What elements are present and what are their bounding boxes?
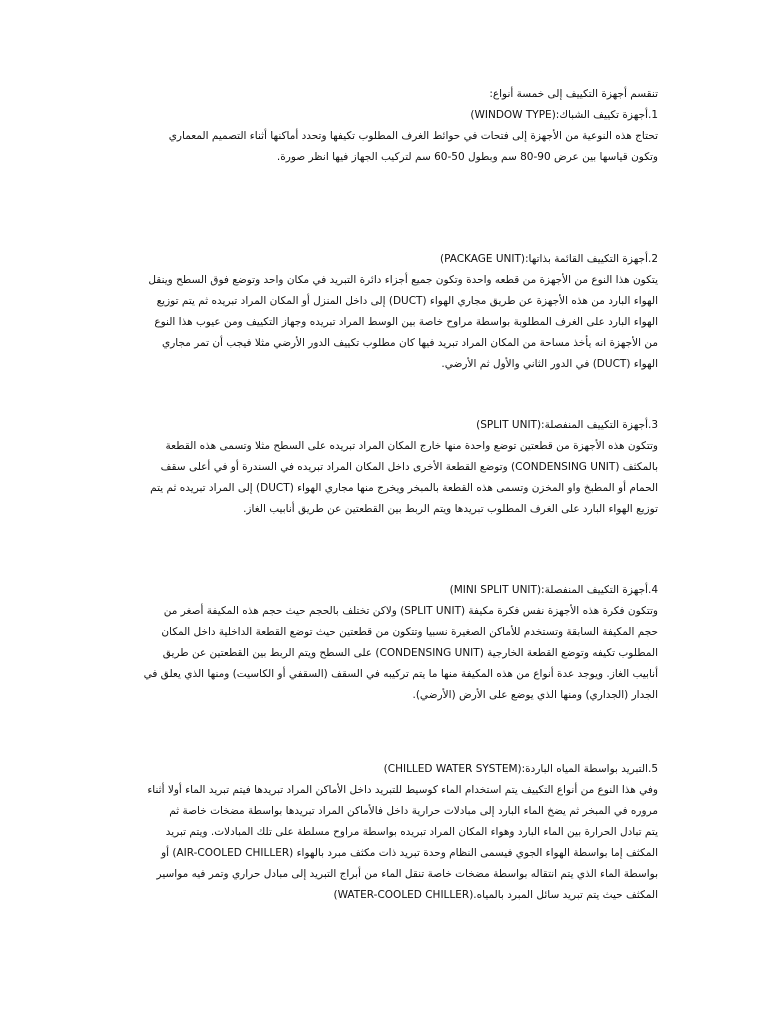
paragraph-line: توزيع الهواء البارد على الغرف المطلوب تبريدها ويتم الربط بين القطعتين عن طريق أنابيب الغاز.: [243, 503, 658, 515]
section-heading: 1.أجهزة تكييف الشباك:(WINDOW TYPE): [470, 109, 658, 121]
section-split-unit: [112, 415, 658, 520]
paragraph-line: حجم المكيفة السابقة وتستخدم للأماكن الصغيرة نسبيا وتتكون من قطعتين حيث توضع القطعة الداخلية داخل المكان: [161, 626, 658, 638]
paragraph-line: يتم تبادل الحرارة بين الماء البارد وهواء المكان المراد تبريده بواسطة مراوح مسلطة على تلك المبادلات. ويتم تبريد: [165, 826, 658, 838]
paragraph-line: من الأجهزة انه يأخذ مساحة من المكان المراد تبريد فيها كان مطلوب تكييف الدور الأرضي مثلا فيجب أن تمر مجاري: [161, 337, 658, 349]
paragraph-line: تحتاج هذه النوعية من الأجهزة إلى فتحات في حوائط الغرف المطلوب تكيفها وتحدد أماكنها أثناء التصميم المعماري: [168, 130, 658, 142]
intro-line: تنقسم أجهزة التكييف إلى خمسة أنواع:: [489, 88, 658, 100]
paragraph-line: وتكون قياسها بين عرض 90-80 سم وبطول 50-60 سم لتركيب الجهاز فيها انظر صورة.: [276, 151, 658, 163]
paragraph-line: الهواء البارد على الغرف المطلوبة بواسطة مراوح خاصة بين الوسط المراد تبريده وجهاز التكييف ومن عيوب هذا النوع: [154, 316, 658, 328]
paragraph-line: الجدار (الجداري) ومنها الذي يوضع على الأرض (الأرضي).: [412, 689, 658, 701]
paragraph-line: المكثف حيث يتم تبريد سائل المبرد بالمياه.(WATER-COOLED CHILLER): [333, 889, 658, 901]
paragraph-line: بالمكثف (CONDENSING UNIT) وتوضع القطعة الأخرى داخل المكان المراد تبريده في السندرة أو في أعلى سقف: [160, 461, 658, 473]
paragraph-line: أنابيب الغاز. ويوجد عدة أنواع من هذه المكيفة منها ما يتم تركيبه في السقف (السقفي أو الكاسيت) ومنها الذي يعلق في: [143, 668, 658, 680]
section-package-unit: [112, 249, 658, 375]
section-heading: 4.أجهزة التكييف المنفصلة:(MINI SPLIT UNIT): [449, 584, 658, 596]
document-body: [112, 84, 658, 906]
paragraph-line: وتتكون فكرة هذه الأجهزة نفس فكرة مكيفة (SPLIT UNIT) ولاكن تختلف بالحجم حيث حجم هذه المكيفة أصغر من: [163, 605, 658, 617]
paragraph-line: الحمام أو المطبخ واو المخزن وتسمى هذه القطعة بالمبخر ويخرج منها مجاري الهواء (DUCT) إلى المراد تبريده ثم يتم: [150, 482, 658, 494]
section-heading: 2.أجهزة التكييف القائمة بذاتها:(PACKAGE UNIT): [439, 253, 658, 265]
paragraph-line: وفي هذا النوع من أنواع التكييف يتم استخدام الماء كوسيط للتبريد داخل الأماكن المراد تبريدها فيتم تبريد الماء أولا أثناء: [147, 784, 658, 796]
paragraph-line: الهواء البارد من هذه الأجهزة عن طريق مجاري الهواء (DUCT) إلى داخل المنزل أو المكان المراد تبريده ثم يتم توزيع: [156, 295, 658, 307]
paragraph-line: يتكون هذا النوع من الأجهزة من قطعه واحدة وتكون جميع أجزاء دائرة التبريد في مكان واحد وتوضع فوق السطح وينقل: [148, 274, 658, 286]
paragraph-line: بواسطة الماء الذي يتم انتقاله بواسطة مضخات خاصة تنقل الماء من أبراج التبريد إلى مبادل حراري وتمر فيه مواسير: [156, 868, 658, 880]
paragraph-line: المطلوب تكيفه وتوضع القطعة الخارجية (CONDENSING UNIT) على السطح ويتم الربط بين القطعتين عن طريق: [162, 647, 658, 659]
paragraph-line: الهواء (DUCT) في الدور الثاني والأول ثم الأرضي.: [441, 358, 658, 370]
section-heading: 5.التبريد بواسطة المياه الباردة:(CHILLED WATER SYSTEM): [383, 763, 658, 775]
paragraph-line: وتتكون هذه الأجهزة من قطعتين توضع واحدة منها خارج المكان المراد تبريده على السطح مثلا وتسمى هذه القطعة: [165, 440, 658, 452]
section-heading: 3.أجهزة التكييف المنفصلة:(SPLIT UNIT): [476, 419, 658, 431]
section-chilled-water-system: [112, 759, 658, 906]
section-window-type: [112, 105, 658, 168]
section-mini-split-unit: [112, 580, 658, 706]
paragraph-line: مروره في المبخر ثم يضخ الماء البارد إلى مبادلات حرارية داخل فالأماكن المراد تبريدها بواسطة مضخات خاصة ثم: [169, 805, 658, 817]
paragraph-line: المكثف إما بواسطة الهواء الجوي فيسمى النظام وحدة تبريد ذات مكثف مبرد بالهواء (AIR-COOLED CHILLER) أو: [161, 847, 658, 859]
